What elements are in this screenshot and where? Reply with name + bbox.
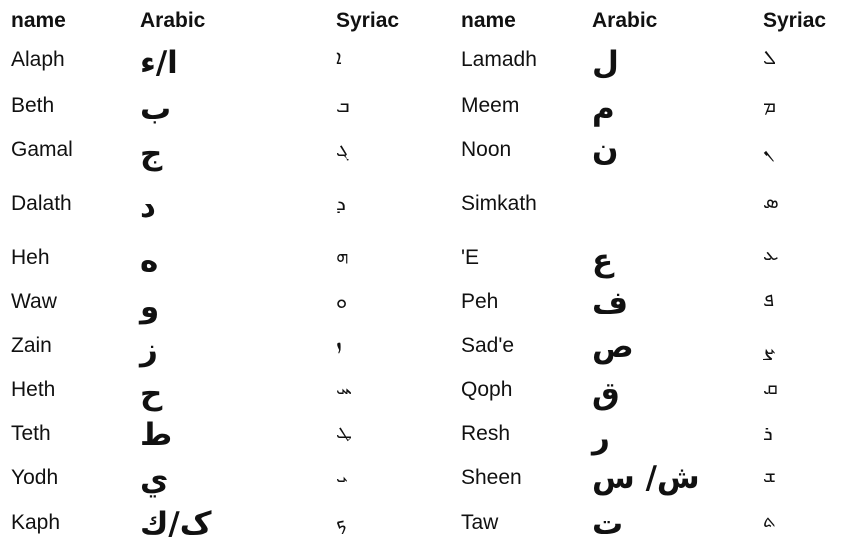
syriac-letter: ܦ — [763, 287, 774, 311]
syriac-letter: ܨ — [763, 335, 776, 359]
header-syriac-left: Syriac — [336, 9, 400, 32]
arabic-letter: د — [140, 189, 156, 225]
syriac-letter: ܩ — [763, 375, 778, 399]
arabic-letter: ب — [140, 91, 172, 127]
arabic-letter: ف — [592, 285, 629, 321]
syriac-letter: ܚ — [336, 375, 352, 399]
arabic-letter: ي — [140, 462, 169, 498]
arabic-letter: م — [592, 91, 615, 127]
arabic-letter: ت — [592, 506, 624, 542]
arabic-letter: ل — [592, 45, 619, 81]
letter-name: Resh — [461, 422, 511, 445]
syriac-letter: ܪ — [763, 421, 773, 445]
letter-name: Lamadh — [461, 48, 537, 71]
syriac-letter: ܕ — [336, 191, 346, 215]
syriac-letter: ܐ — [336, 45, 342, 69]
letter-name: Heh — [11, 246, 50, 269]
arabic-letter: ح — [140, 376, 163, 412]
letter-name: Alaph — [11, 48, 65, 71]
letter-name: Kaph — [11, 511, 61, 534]
arabic-letter: ج — [140, 136, 163, 172]
arabic-letter: ط — [140, 417, 173, 453]
syriac-letter: ܗ — [336, 243, 349, 267]
syriac-letter: ܝ — [336, 463, 348, 487]
syriac-letter: ܬ — [763, 508, 776, 532]
letter-name: Sheen — [461, 466, 522, 489]
arabic-letter: و — [140, 289, 160, 325]
syriac-letter: ܙ — [336, 331, 342, 355]
letter-name: Yodh — [11, 466, 59, 489]
syriac-letter: ܠ — [763, 45, 776, 69]
arabic-letter: ش/ س — [592, 460, 700, 496]
syriac-letter: ܛ — [336, 419, 352, 443]
arabic-letter: ه — [140, 243, 159, 279]
syriac-letter: ܫ — [763, 463, 776, 487]
letter-name: Noon — [461, 138, 512, 161]
syriac-letter: ܥ — [763, 241, 779, 265]
arabic-letter: ص — [592, 329, 634, 365]
letter-name: 'E — [461, 246, 480, 269]
arabic-letter: ز — [140, 332, 158, 368]
header-name-right: name — [461, 9, 516, 32]
letter-name: Qoph — [461, 378, 513, 401]
letter-name: Waw — [11, 290, 57, 313]
letter-name: Beth — [11, 94, 55, 117]
arabic-letter: ن — [592, 132, 619, 168]
header-name-left: name — [11, 9, 66, 32]
letter-name: Taw — [461, 511, 499, 534]
syriac-letter: ܓ — [336, 137, 349, 161]
letter-name: Teth — [11, 422, 51, 445]
syriac-letter: ܢ — [763, 137, 774, 161]
arabic-letter: ر — [592, 420, 610, 456]
letter-name: Meem — [461, 94, 520, 117]
arabic-letter: ا/ء — [140, 45, 178, 81]
syriac-letter: ܒ — [336, 93, 350, 117]
arabic-letter: ع — [592, 243, 614, 279]
letter-name: Peh — [461, 290, 499, 313]
letter-name: Zain — [11, 334, 52, 357]
syriac-letter: ܡ — [763, 93, 776, 117]
letter-name: Gamal — [11, 138, 73, 161]
letter-name: Sad'e — [461, 334, 515, 357]
arabic-letter: ق — [592, 376, 620, 412]
syriac-letter: ܣ — [763, 189, 779, 213]
letter-name: Heth — [11, 378, 56, 401]
letter-name: Simkath — [461, 192, 537, 215]
header-arabic-right: Arabic — [592, 9, 658, 32]
letter-name: Dalath — [11, 192, 72, 215]
arabic-letter: ک/ك — [140, 506, 212, 542]
syriac-letter: ܟ — [336, 510, 347, 534]
header-arabic-left: Arabic — [140, 9, 206, 32]
syriac-letter: ܘ — [336, 289, 348, 313]
header-syriac-right: Syriac — [763, 9, 827, 32]
